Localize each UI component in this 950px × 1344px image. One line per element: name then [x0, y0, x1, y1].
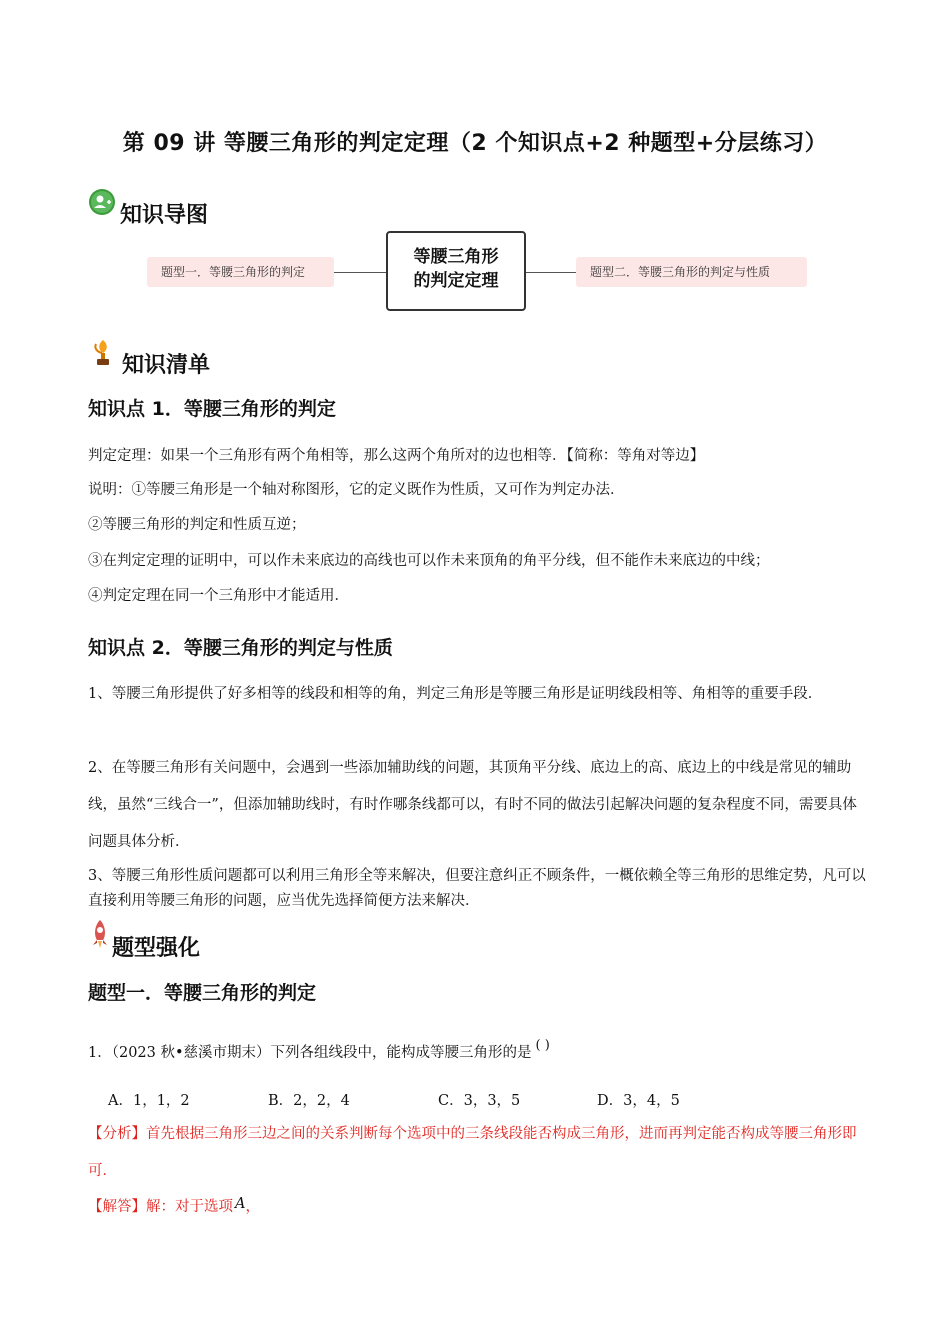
mindmap-left-branch: 题型一．等腰三角形的判定: [147, 257, 334, 287]
q1-option-d: D．3，4，5: [597, 1093, 680, 1109]
mindmap-center-line1: 等腰三角形: [413, 247, 499, 267]
kp2-paragraph-1: 1、等腰三角形提供了好多相等的线段和相等的角，判定三角形是等腰三角形是证明线段相等、角相等的重要手段．: [88, 686, 823, 702]
kp1-line-4: ③在判定定理的证明中，可以作未来底边的高线也可以作未来顶角的角平分线，但不能作未来底边的中线；: [88, 553, 770, 569]
q1-analysis-tag: 【分析】: [88, 1126, 146, 1142]
mindmap-right-connector: [526, 272, 576, 273]
q1-stem: [88, 1038, 550, 1064]
rocket-icon: [88, 918, 112, 950]
kp2-title: 知识点 2．等腰三角形的判定与性质: [88, 637, 393, 659]
q1-option-b: B．2，2，4: [268, 1093, 350, 1109]
knowledge-section-icon: [92, 338, 114, 372]
page-title: 第 09 讲 等腰三角形的判定定理（2 个知识点+2 种题型+分层练习）: [122, 131, 828, 156]
kp1-line-3: ②等腰三角形的判定和性质互逆；: [88, 517, 306, 533]
mindmap-left-connector: [334, 272, 386, 273]
q1-option-a: A．1，1，2: [108, 1093, 190, 1109]
q1-solution: [88, 1197, 260, 1217]
kp1-line-5: ④判定定理在同一个三角形中才能适用．: [88, 588, 349, 604]
q1-solution-text: 解：对于选项: [146, 1199, 233, 1215]
kp1-line-1: 判定定理：如果一个三角形有两个角相等，那么这两个角所对的边也相等．【简称：等角对等边】: [88, 448, 705, 464]
mindmap-right-branch: 题型二．等腰三角形的判定与性质: [576, 257, 807, 287]
mindmap-center-line2: 的判定定理: [413, 271, 499, 291]
knowledge-heading: 知识清单: [122, 353, 211, 378]
q1-solution-end: ，: [245, 1199, 260, 1215]
type1-title: 题型一．等腰三角形的判定: [88, 982, 317, 1004]
q1-solution-var: A: [235, 1196, 246, 1212]
q1-solution-tag: 【解答】: [88, 1199, 146, 1215]
mindmap-center-node: [386, 231, 526, 311]
q1-analysis: [88, 1116, 868, 1190]
mindmap-heading: 知识导图: [120, 203, 209, 228]
kp1-title: 知识点 1．等腰三角形的判定: [88, 398, 336, 420]
kp2-paragraph-2: 2、在等腰三角形有关问题中，会遇到一些添加辅助线的问题，其顶角平分线、底边上的高、底边上的中线是常见的辅助线，虽然“三线合一”，但添加辅助线时，有时作哪条线都可以，有时不同的做法引起解决问题的复杂程度不同，需要具体问题具体分析．: [88, 760, 857, 850]
practice-section-icon: [88, 918, 112, 954]
user-add-icon: [88, 188, 116, 216]
kp1-line-2: 说明：①等腰三角形是一个轴对称图形，它的定义既作为性质，又可作为判定办法．: [88, 482, 625, 498]
practice-heading: 题型强化: [112, 936, 201, 961]
mindmap-section-icon: [88, 188, 116, 220]
q1-option-c: C．3，3，5: [438, 1093, 521, 1109]
q1-stem-text: 1．（2023 秋•慈溪市期末）下列各组线段中，能构成等腰三角形的是: [88, 1045, 532, 1061]
q1-analysis-text: 首先根据三角形三边之间的关系判断每个选项中的三条线段能否构成三角形，进而再判定能否构成等腰三角形即可．: [88, 1126, 857, 1179]
q1-answer-paren: ( ): [535, 1038, 550, 1053]
trophy-icon: [92, 338, 114, 368]
kp2-paragraph-3: 3、等腰三角形性质问题都可以利用三角形全等来解决，但要注意纠正不顾条件，一概依赖全等三角形的思维定势，凡可以直接利用等腰三角形的问题，应当优先选择简便方法来解决．: [88, 868, 866, 909]
